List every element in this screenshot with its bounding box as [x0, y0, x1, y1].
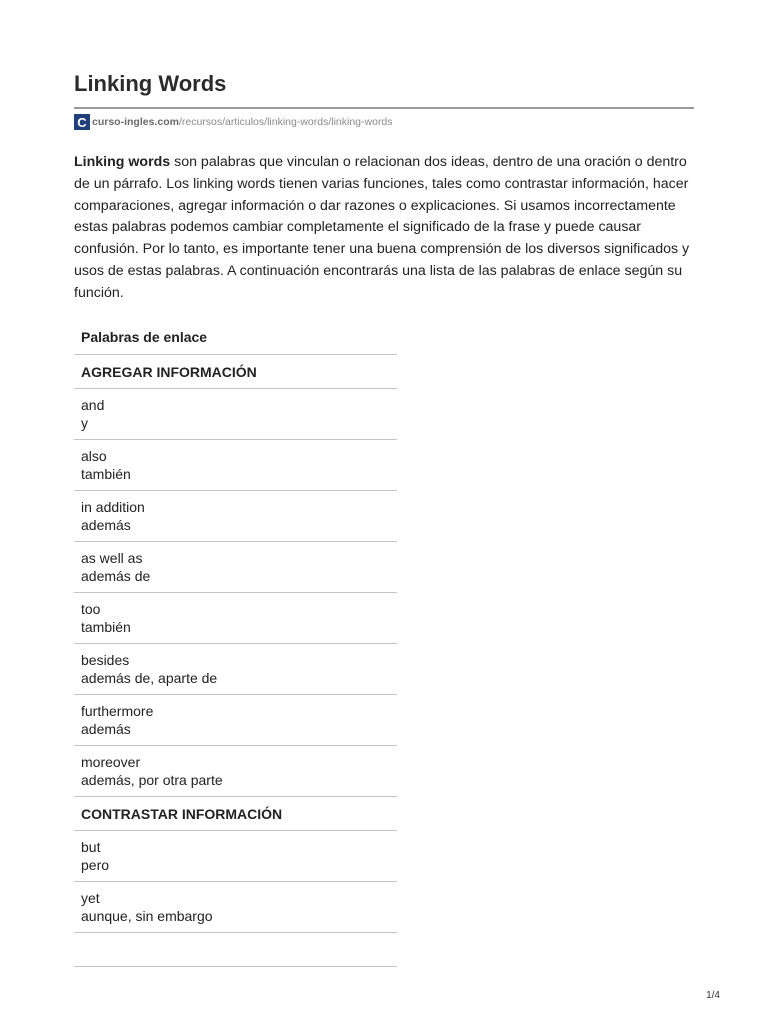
spanish-translation: aunque, sin embargo — [81, 908, 213, 924]
source-url[interactable] — [74, 114, 393, 130]
spanish-translation: además de, aparte de — [81, 670, 218, 686]
english-term: and — [81, 397, 105, 413]
spanish-translation: y — [81, 415, 88, 431]
spanish-translation: también — [81, 619, 131, 635]
table-row — [74, 695, 397, 746]
intro-text: son palabras que vinculan o relacionan dos ideas, dentro de una oración o dentro de un párrafo. Los linking words tienen varias funciones, tales como contrastar información, hacer comparaciones, agregar información o dar razones o explicaciones. Si usamos incorrectamente estas palabras podemos cambiar completamente el significado de la frase y puede causar confusión. Por lo tanto, es importante tener una buena comprensión de los diversos significados y usos de estas palabras. A continuación encontrarás una lista de las palabras de enlace según su función. — [74, 154, 690, 301]
source-path[interactable]: /recursos/articulos/linking-words/linking-words — [178, 116, 393, 128]
spanish-translation: además — [81, 517, 131, 533]
table-row — [74, 440, 397, 491]
english-term: yet — [81, 890, 100, 906]
intro-lead-term: Linking words — [74, 154, 171, 170]
table-row-empty — [74, 933, 397, 967]
section-title-contrastar: CONTRASTAR INFORMACIÓN — [74, 797, 397, 831]
spanish-translation: pero — [81, 857, 110, 873]
english-term: also — [81, 448, 107, 464]
table-row — [74, 882, 397, 933]
english-term: but — [81, 839, 101, 855]
section-title-agregar: AGREGAR INFORMACIÓN — [74, 355, 397, 389]
english-term: besides — [81, 652, 130, 668]
spanish-translation: también — [81, 466, 131, 482]
english-term: in addition — [81, 499, 145, 515]
english-term: as well as — [81, 550, 143, 566]
table-row — [74, 746, 397, 797]
table-row — [74, 644, 397, 695]
linking-words-table — [74, 320, 397, 967]
intro-paragraph — [74, 152, 696, 305]
table-row — [74, 491, 397, 542]
table-row — [74, 389, 397, 440]
title-divider — [74, 107, 694, 109]
page-title: Linking Words — [74, 71, 227, 96]
page-number: 1/4 — [706, 990, 720, 1001]
english-term: furthermore — [81, 703, 154, 719]
spanish-translation: además, por otra parte — [81, 772, 223, 788]
english-term: too — [81, 601, 101, 617]
table-row — [74, 542, 397, 593]
table-header: Palabras de enlace — [74, 320, 397, 355]
english-term: moreover — [81, 754, 141, 770]
site-logo-icon: C — [74, 114, 90, 130]
spanish-translation: además — [81, 721, 131, 737]
table-row — [74, 593, 397, 644]
source-domain[interactable]: curso-ingles.com — [92, 116, 179, 128]
spanish-translation: además de — [81, 568, 151, 584]
table-row — [74, 831, 397, 882]
